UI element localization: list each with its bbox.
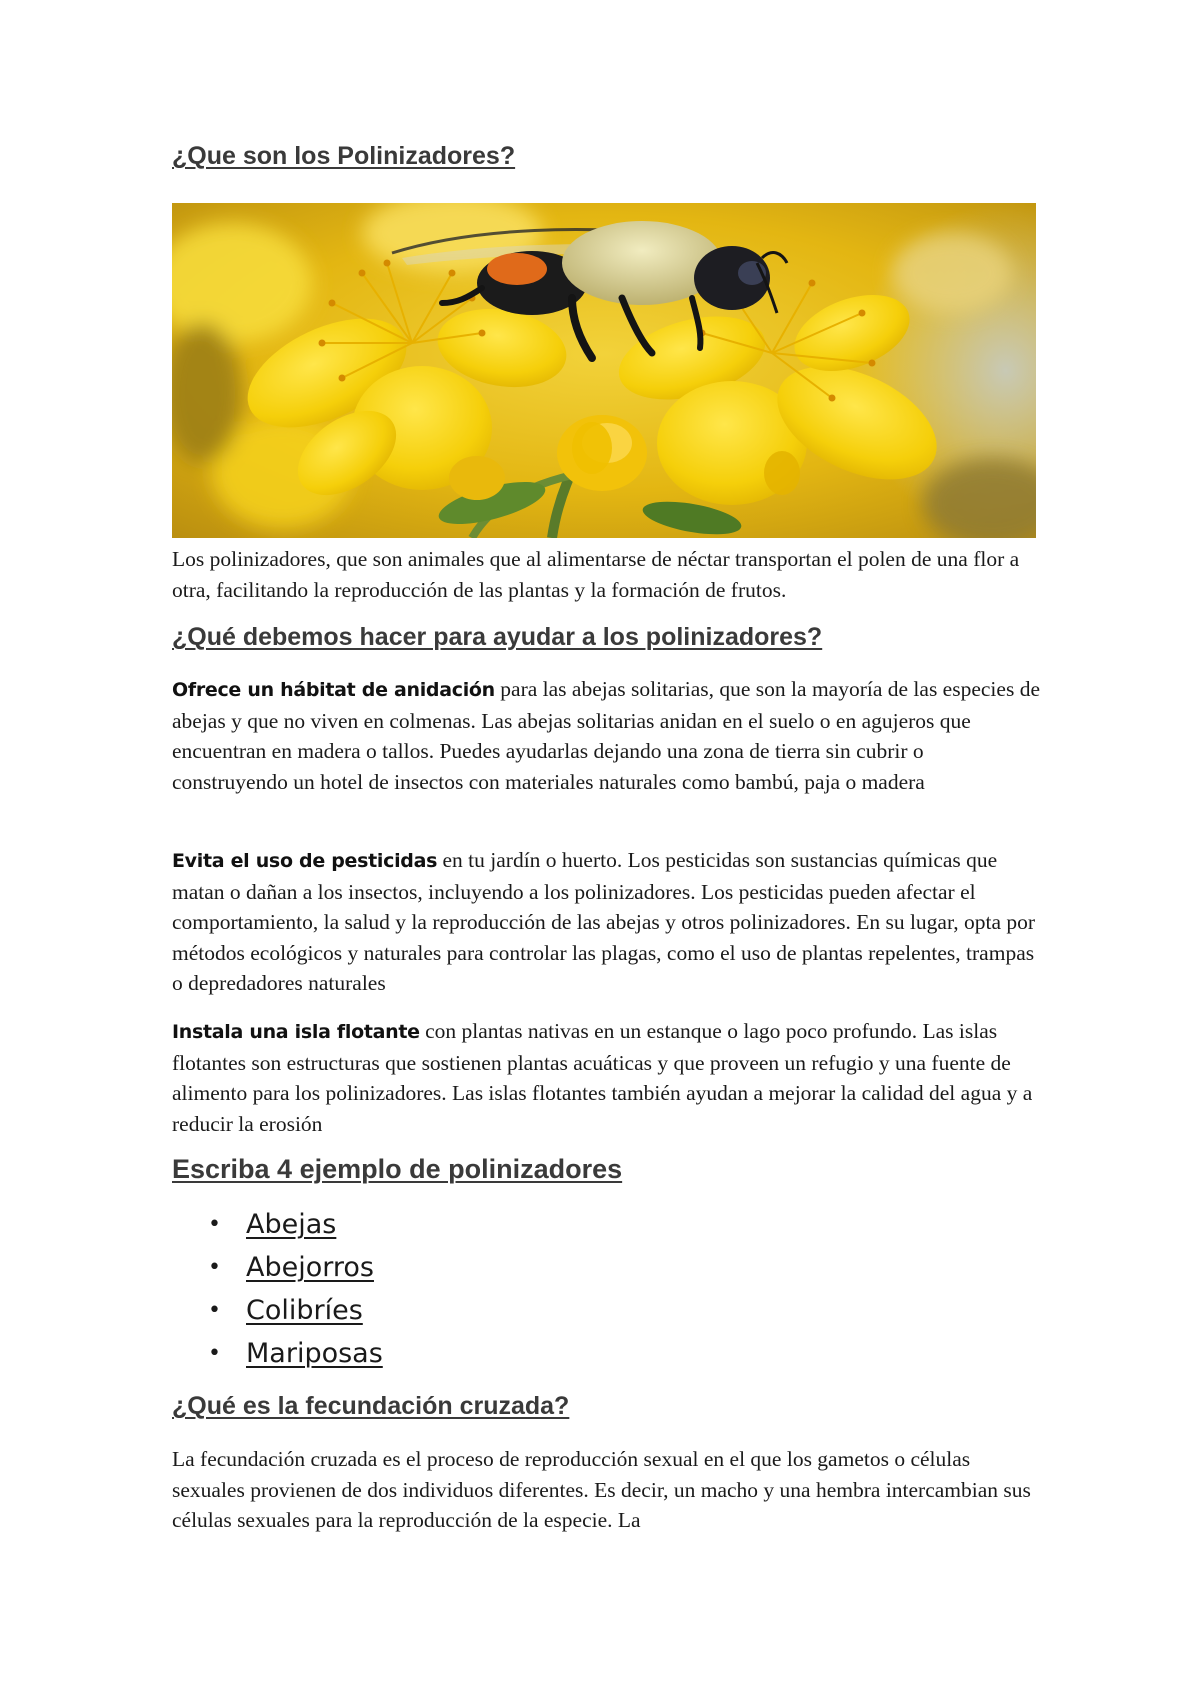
tip-bold-title: Ofrece un hábitat de anidación	[172, 679, 495, 701]
list-item	[172, 1289, 383, 1332]
bullet-icon: •	[208, 1298, 221, 1323]
list-item-label: Abejas	[246, 1209, 337, 1240]
heading-que-son-polinizadores: ¿Que son los Polinizadores?	[172, 142, 516, 170]
bullet-icon: •	[208, 1212, 221, 1237]
list-item	[172, 1246, 383, 1289]
pollinator-examples-list	[172, 1203, 383, 1375]
heading-ejemplos-polinizadores: Escriba 4 ejemplo de polinizadores	[172, 1154, 623, 1184]
closing-paragraph: La fecundación cruzada es el proceso de reproducción sexual en el que los gametos o células sexuales provienen de dos individuos diferentes. Es decir, un macho y una hembra intercambian sus células sexuales para la reproducción de la especie. La	[172, 1447, 1031, 1532]
heading-que-debemos-hacer: ¿Qué debemos hacer para ayudar a los polinizadores?	[172, 623, 823, 651]
list-item-label: Colibríes	[246, 1295, 363, 1326]
list-item	[172, 1332, 383, 1375]
tip-text: para las abejas solitarias, que son la mayoría de las especies de abejas y que no viven en colmenas. Las abejas solitarias anidan en el suelo o en agujeros que encuentran en madera o tallos. Puedes ayudarlas dejando una zona de tierra sin cubrir o construyendo un hotel de insectos con materiales naturales como bambú, paja o madera	[172, 677, 1040, 794]
list-item-label: Abejorros	[246, 1252, 374, 1283]
bullet-icon: •	[208, 1341, 221, 1366]
intro-paragraph: Los polinizadores, que son animales que al alimentarse de néctar transportan el polen de una flor a otra, facilitando la reproducción de las plantas y la formación de frutos.	[172, 547, 1020, 602]
tip-bold-title: Instala una isla flotante	[172, 1021, 420, 1043]
list-item-label: Mariposas	[246, 1338, 383, 1369]
tip-bold-title: Evita el uso de pesticidas	[172, 850, 438, 872]
tip-text: con plantas nativas en un estanque o lago poco profundo. Las islas flotantes son estructuras que sostienen plantas acuáticas y que proveen un refugio y una fuente de alimento para los polinizadores. Las islas flotantes también ayudan a mejorar la calidad del agua y a reducir la erosión	[172, 1019, 1033, 1136]
bullet-icon: •	[208, 1255, 221, 1280]
tip-paragraph-floating-island	[172, 1016, 1042, 1139]
list-item	[172, 1203, 383, 1246]
bee-on-flower-photo	[172, 203, 1036, 538]
heading-fecundacion-cruzada: ¿Qué es la fecundación cruzada?	[172, 1392, 570, 1420]
tip-paragraph-nesting-habitat	[172, 674, 1042, 797]
tip-paragraph-pesticides	[172, 845, 1042, 999]
tip-text: en tu jardín o huerto. Los pesticidas son sustancias químicas que matan o dañan a los insectos, incluyendo a los polinizadores. Los pesticidas pueden afectar el comportamiento, la salud y la reproducción de las abejas y otros polinizadores. En su lugar, opta por métodos ecológicos y naturales para controlar las plagas, como el uso de plantas repelentes, trampas o depredadores naturales	[172, 848, 1036, 995]
